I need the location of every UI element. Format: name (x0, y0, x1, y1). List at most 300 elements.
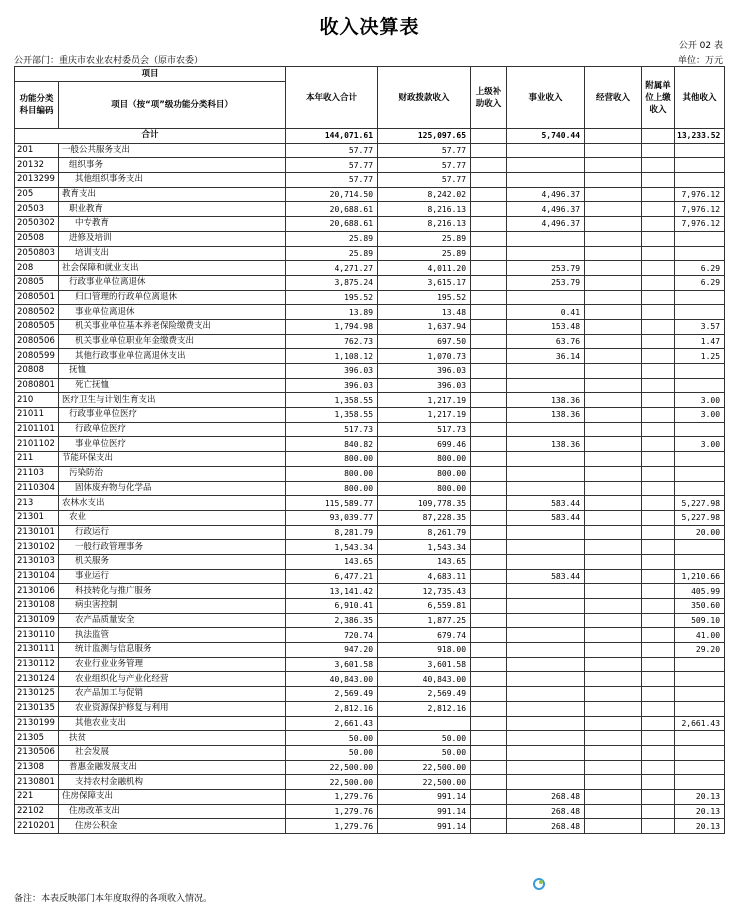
cell-operating (585, 731, 642, 746)
cell-code: 201 (15, 143, 59, 158)
cell-fiscal: 697.50 (378, 334, 471, 349)
cell-total: 4,271.27 (286, 261, 378, 276)
cell-code: 2050302 (15, 217, 59, 232)
cell-affiliated (642, 319, 675, 334)
cell-total: 947.20 (286, 643, 378, 658)
cell-code: 20805 (15, 275, 59, 290)
cell-name: 归口管理的行政单位离退休 (59, 290, 286, 305)
cell-total: 800.00 (286, 452, 378, 467)
header-superior: 上级补助收入 (471, 67, 507, 129)
cell-name: 农产品加工与促销 (59, 687, 286, 702)
cell-superior (471, 687, 507, 702)
cell-business (507, 687, 585, 702)
watermark-logo-icon (532, 877, 546, 891)
cell-business (507, 613, 585, 628)
table-row (15, 319, 725, 334)
cell-operating (585, 408, 642, 423)
cell-other: 20.13 (675, 819, 725, 834)
cell-other (675, 143, 725, 158)
cell-name: 中专教育 (59, 217, 286, 232)
cell-code: 208 (15, 261, 59, 276)
cell-name: 农业组织化与产业化经营 (59, 672, 286, 687)
cell-operating (585, 349, 642, 364)
income-table (14, 66, 725, 834)
total-other: 13,233.52 (675, 129, 725, 144)
cell-affiliated (642, 687, 675, 702)
table-row (15, 599, 725, 614)
header-operating: 经营收入 (585, 67, 642, 129)
cell-total: 720.74 (286, 628, 378, 643)
cell-code: 2130103 (15, 554, 59, 569)
total-fiscal: 125,097.65 (378, 129, 471, 144)
cell-total: 517.73 (286, 422, 378, 437)
cell-superior (471, 525, 507, 540)
cell-superior (471, 437, 507, 452)
cell-fiscal: 57.77 (378, 143, 471, 158)
cell-total: 20,688.61 (286, 202, 378, 217)
cell-operating (585, 760, 642, 775)
cell-business: 253.79 (507, 275, 585, 290)
cell-fiscal: 25.89 (378, 246, 471, 261)
cell-other: 1.47 (675, 334, 725, 349)
cell-other (675, 173, 725, 188)
table-row (15, 231, 725, 246)
cell-other: 1.25 (675, 349, 725, 364)
cell-operating (585, 393, 642, 408)
cell-other (675, 422, 725, 437)
cell-total: 1,358.55 (286, 393, 378, 408)
header-other: 其他收入 (675, 67, 725, 129)
cell-name: 其他组织事务支出 (59, 173, 286, 188)
cell-business (507, 672, 585, 687)
cell-superior (471, 731, 507, 746)
cell-total: 1,358.55 (286, 408, 378, 423)
cell-code: 21011 (15, 408, 59, 423)
cell-name: 一般行政管理事务 (59, 540, 286, 555)
cell-superior (471, 496, 507, 511)
cell-operating (585, 334, 642, 349)
cell-affiliated (642, 305, 675, 320)
cell-code: 2080506 (15, 334, 59, 349)
cell-affiliated (642, 804, 675, 819)
cell-name: 其他农业支出 (59, 716, 286, 731)
cell-other: 509.10 (675, 613, 725, 628)
cell-code: 20808 (15, 364, 59, 379)
cell-fiscal: 13.48 (378, 305, 471, 320)
cell-operating (585, 437, 642, 452)
cell-affiliated (642, 261, 675, 276)
cell-code: 21305 (15, 731, 59, 746)
cell-operating (585, 701, 642, 716)
cell-other (675, 481, 725, 496)
total-superior (471, 129, 507, 144)
cell-code: 2210201 (15, 819, 59, 834)
cell-fiscal: 800.00 (378, 466, 471, 481)
cell-affiliated (642, 716, 675, 731)
cell-fiscal: 50.00 (378, 731, 471, 746)
table-row (15, 422, 725, 437)
table-row (15, 275, 725, 290)
cell-name: 一般公共服务支出 (59, 143, 286, 158)
cell-other (675, 466, 725, 481)
cell-name: 普惠金融发展支出 (59, 760, 286, 775)
cell-fiscal: 50.00 (378, 745, 471, 760)
cell-fiscal: 1,070.73 (378, 349, 471, 364)
cell-total: 22,500.00 (286, 775, 378, 790)
cell-fiscal: 22,500.00 (378, 760, 471, 775)
cell-total: 2,812.16 (286, 701, 378, 716)
cell-superior (471, 231, 507, 246)
cell-total: 13.89 (286, 305, 378, 320)
cell-other: 6.29 (675, 275, 725, 290)
cell-fiscal: 1,637.94 (378, 319, 471, 334)
table-row (15, 819, 725, 834)
cell-operating (585, 569, 642, 584)
cell-operating (585, 217, 642, 232)
cell-code: 2130110 (15, 628, 59, 643)
cell-business: 268.48 (507, 804, 585, 819)
cell-fiscal: 699.46 (378, 437, 471, 452)
cell-code: 2130112 (15, 657, 59, 672)
cell-total: 143.65 (286, 554, 378, 569)
cell-total: 6,477.21 (286, 569, 378, 584)
cell-code: 2130111 (15, 643, 59, 658)
cell-superior (471, 540, 507, 555)
cell-name: 事业单位离退休 (59, 305, 286, 320)
cell-affiliated (642, 701, 675, 716)
cell-superior (471, 261, 507, 276)
cell-superior (471, 804, 507, 819)
cell-fiscal: 22,500.00 (378, 775, 471, 790)
cell-total: 1,279.76 (286, 789, 378, 804)
cell-code: 20503 (15, 202, 59, 217)
cell-other (675, 290, 725, 305)
cell-affiliated (642, 569, 675, 584)
cell-superior (471, 334, 507, 349)
cell-affiliated (642, 657, 675, 672)
cell-other: 6.29 (675, 261, 725, 276)
cell-code: 2130104 (15, 569, 59, 584)
cell-code: 2080599 (15, 349, 59, 364)
cell-operating (585, 672, 642, 687)
table-row (15, 687, 725, 702)
cell-total: 1,279.76 (286, 804, 378, 819)
header-fiscal: 财政拨款收入 (378, 67, 471, 129)
cell-name: 行政单位医疗 (59, 422, 286, 437)
table-row (15, 716, 725, 731)
cell-affiliated (642, 217, 675, 232)
cell-business (507, 745, 585, 760)
cell-business (507, 554, 585, 569)
cell-code: 2130125 (15, 687, 59, 702)
cell-superior (471, 408, 507, 423)
cell-code: 2013299 (15, 173, 59, 188)
cell-fiscal: 4,011.20 (378, 261, 471, 276)
cell-fiscal: 109,778.35 (378, 496, 471, 511)
cell-superior (471, 481, 507, 496)
cell-code: 2130135 (15, 701, 59, 716)
table-row (15, 187, 725, 202)
cell-affiliated (642, 672, 675, 687)
cell-superior (471, 672, 507, 687)
cell-fiscal: 8,261.79 (378, 525, 471, 540)
cell-affiliated (642, 452, 675, 467)
table-row (15, 731, 725, 746)
table-row (15, 775, 725, 790)
cell-fiscal: 800.00 (378, 481, 471, 496)
cell-affiliated (642, 643, 675, 658)
cell-other: 7,976.12 (675, 202, 725, 217)
cell-superior (471, 466, 507, 481)
cell-operating (585, 716, 642, 731)
cell-total: 50.00 (286, 745, 378, 760)
cell-business: 4,496.37 (507, 217, 585, 232)
cell-code: 2080502 (15, 305, 59, 320)
cell-code: 210 (15, 393, 59, 408)
cell-name: 培训支出 (59, 246, 286, 261)
cell-name: 住房公积金 (59, 819, 286, 834)
cell-affiliated (642, 275, 675, 290)
cell-fiscal: 1,877.25 (378, 613, 471, 628)
cell-operating (585, 305, 642, 320)
cell-fiscal: 991.14 (378, 819, 471, 834)
cell-operating (585, 143, 642, 158)
cell-name: 死亡抚恤 (59, 378, 286, 393)
cell-total: 800.00 (286, 466, 378, 481)
cell-business: 583.44 (507, 569, 585, 584)
cell-fiscal: 2,569.49 (378, 687, 471, 702)
cell-code: 2130199 (15, 716, 59, 731)
cell-code: 2130109 (15, 613, 59, 628)
cell-total: 3,875.24 (286, 275, 378, 290)
cell-total: 25.89 (286, 231, 378, 246)
cell-operating (585, 775, 642, 790)
cell-affiliated (642, 187, 675, 202)
cell-business: 0.41 (507, 305, 585, 320)
table-row (15, 613, 725, 628)
cell-name: 病虫害控制 (59, 599, 286, 614)
cell-fiscal: 12,735.43 (378, 584, 471, 599)
cell-operating (585, 819, 642, 834)
cell-other (675, 745, 725, 760)
cell-business (507, 143, 585, 158)
cell-operating (585, 319, 642, 334)
table-row (15, 481, 725, 496)
cell-affiliated (642, 540, 675, 555)
cell-business (507, 452, 585, 467)
cell-other: 20.00 (675, 525, 725, 540)
total-operating (585, 129, 642, 144)
cell-total: 800.00 (286, 481, 378, 496)
table-row (15, 804, 725, 819)
cell-other: 2,661.43 (675, 716, 725, 731)
cell-operating (585, 173, 642, 188)
cell-affiliated (642, 466, 675, 481)
cell-affiliated (642, 745, 675, 760)
cell-name: 组织事务 (59, 158, 286, 173)
cell-operating (585, 584, 642, 599)
cell-business (507, 584, 585, 599)
cell-affiliated (642, 510, 675, 525)
table-row (15, 246, 725, 261)
cell-operating (585, 378, 642, 393)
cell-superior (471, 173, 507, 188)
cell-operating (585, 643, 642, 658)
cell-business (507, 290, 585, 305)
table-row (15, 378, 725, 393)
cell-affiliated (642, 760, 675, 775)
cell-superior (471, 775, 507, 790)
cell-affiliated (642, 334, 675, 349)
cell-other (675, 452, 725, 467)
cell-name: 农业行业业务管理 (59, 657, 286, 672)
cell-name: 抚恤 (59, 364, 286, 379)
cell-code: 2101101 (15, 422, 59, 437)
cell-name: 农业资源保护修复与利用 (59, 701, 286, 716)
cell-fiscal: 8,242.02 (378, 187, 471, 202)
cell-total: 22,500.00 (286, 760, 378, 775)
cell-other (675, 672, 725, 687)
cell-total: 195.52 (286, 290, 378, 305)
cell-fiscal: 8,216.13 (378, 217, 471, 232)
cell-code: 21308 (15, 760, 59, 775)
table-row (15, 158, 725, 173)
cell-other (675, 364, 725, 379)
cell-operating (585, 525, 642, 540)
cell-operating (585, 246, 642, 261)
cell-business (507, 716, 585, 731)
cell-superior (471, 554, 507, 569)
cell-fiscal: 57.77 (378, 173, 471, 188)
cell-total: 2,386.35 (286, 613, 378, 628)
cell-affiliated (642, 496, 675, 511)
table-row (15, 261, 725, 276)
cell-business (507, 628, 585, 643)
cell-total: 1,543.34 (286, 540, 378, 555)
cell-name: 住房改革支出 (59, 804, 286, 819)
cell-operating (585, 466, 642, 481)
form-number: 公开 02 表 (678, 41, 723, 51)
cell-name: 统计监测与信息服务 (59, 643, 286, 658)
cell-name: 农业 (59, 510, 286, 525)
cell-name: 固体废弃物与化学品 (59, 481, 286, 496)
cell-operating (585, 789, 642, 804)
cell-other (675, 231, 725, 246)
cell-superior (471, 716, 507, 731)
table-row (15, 290, 725, 305)
table-row (15, 672, 725, 687)
cell-total: 20,688.61 (286, 217, 378, 232)
cell-operating (585, 554, 642, 569)
cell-total: 840.82 (286, 437, 378, 452)
total-row (15, 129, 725, 144)
total-business: 5,740.44 (507, 129, 585, 144)
cell-code: 20508 (15, 231, 59, 246)
cell-affiliated (642, 584, 675, 599)
cell-superior (471, 628, 507, 643)
cell-operating (585, 452, 642, 467)
cell-fiscal: 396.03 (378, 378, 471, 393)
cell-operating (585, 687, 642, 702)
table-row (15, 540, 725, 555)
cell-superior (471, 643, 507, 658)
department-label: 公开部门：重庆市农业农村委员会（原市农委） (14, 56, 204, 66)
footnote: 备注：本表反映部门本年度取得的各项收入情况。 (14, 894, 213, 904)
header-total: 本年收入合计 (286, 67, 378, 129)
cell-affiliated (642, 481, 675, 496)
cell-fiscal: 991.14 (378, 804, 471, 819)
cell-name: 住房保障支出 (59, 789, 286, 804)
cell-operating (585, 510, 642, 525)
cell-operating (585, 496, 642, 511)
cell-code: 2130506 (15, 745, 59, 760)
cell-business (507, 466, 585, 481)
cell-name: 农产品质量安全 (59, 613, 286, 628)
cell-name: 机关事业单位职业年金缴费支出 (59, 334, 286, 349)
page-title: 收入决算表 (319, 16, 420, 38)
cell-fiscal: 918.00 (378, 643, 471, 658)
cell-other: 7,976.12 (675, 217, 725, 232)
cell-affiliated (642, 349, 675, 364)
cell-code: 221 (15, 789, 59, 804)
cell-business (507, 599, 585, 614)
cell-other (675, 540, 725, 555)
cell-superior (471, 158, 507, 173)
cell-total: 40,843.00 (286, 672, 378, 687)
cell-code: 2101102 (15, 437, 59, 452)
cell-name: 事业单位医疗 (59, 437, 286, 452)
cell-operating (585, 275, 642, 290)
cell-fiscal: 517.73 (378, 422, 471, 437)
cell-affiliated (642, 246, 675, 261)
cell-superior (471, 613, 507, 628)
cell-fiscal: 3,601.58 (378, 657, 471, 672)
cell-affiliated (642, 290, 675, 305)
table-row (15, 496, 725, 511)
table-row (15, 745, 725, 760)
cell-affiliated (642, 202, 675, 217)
cell-affiliated (642, 408, 675, 423)
cell-affiliated (642, 525, 675, 540)
cell-affiliated (642, 437, 675, 452)
unit-label: 单位：万元 (677, 56, 723, 66)
total-affiliated (642, 129, 675, 144)
cell-total: 57.77 (286, 173, 378, 188)
cell-superior (471, 319, 507, 334)
table-row (15, 408, 725, 423)
cell-code: 2110304 (15, 481, 59, 496)
cell-code: 2130124 (15, 672, 59, 687)
table-row (15, 466, 725, 481)
cell-superior (471, 701, 507, 716)
table-row (15, 657, 725, 672)
cell-affiliated (642, 628, 675, 643)
cell-superior (471, 422, 507, 437)
cell-affiliated (642, 789, 675, 804)
cell-name: 支持农村金融机构 (59, 775, 286, 790)
cell-total: 1,279.76 (286, 819, 378, 834)
cell-affiliated (642, 393, 675, 408)
table-row (15, 554, 725, 569)
cell-operating (585, 745, 642, 760)
table-row (15, 364, 725, 379)
table-row (15, 143, 725, 158)
cell-fiscal: 87,228.35 (378, 510, 471, 525)
cell-code: 2130108 (15, 599, 59, 614)
cell-operating (585, 628, 642, 643)
table-row (15, 202, 725, 217)
cell-other (675, 657, 725, 672)
